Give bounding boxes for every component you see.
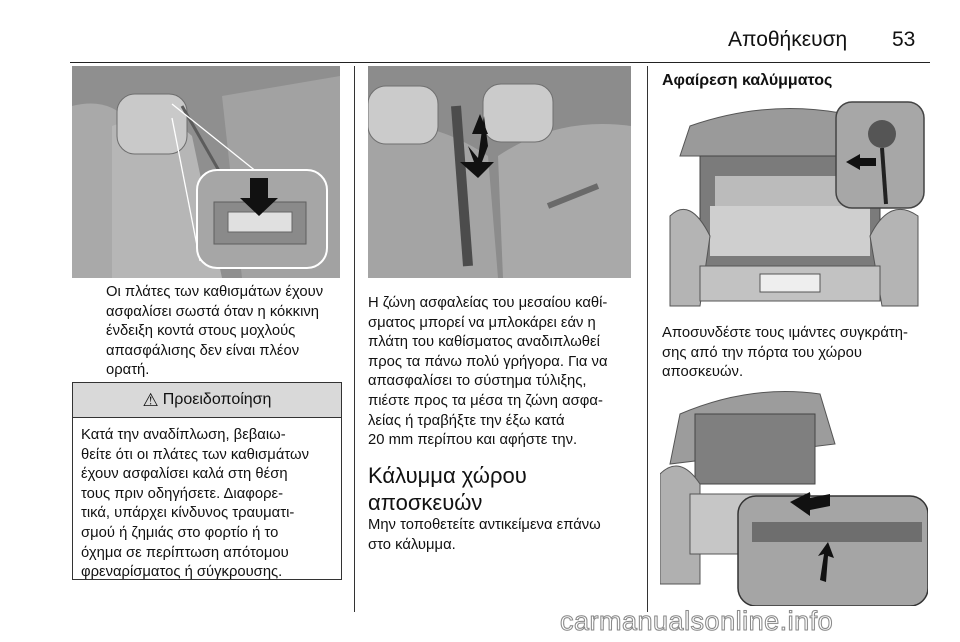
seat-lock-caption: Οι πλάτες των καθισμάτων έχουν ασφαλίσει σωστά όταν η κόκκινη ένδειξη κοντά στους μοχλούς απασφάλισης δεν είναι πλέον ορατή. bbox=[106, 284, 324, 379]
luggage-cover-paragraph: Μην τοποθετείτε αντικείμενα επάνω στο κάλυμμα. bbox=[368, 517, 601, 553]
remove-cover-paragraph: Αποσυνδέστε τους ιμάντες συγκράτη- σης από την πόρτα του χώρου αποσκευών. bbox=[662, 325, 908, 381]
cover-strap-illustration bbox=[660, 384, 928, 606]
column-divider-2 bbox=[647, 66, 648, 612]
car-rear-illustration bbox=[660, 96, 928, 314]
column-divider-1 bbox=[354, 66, 355, 612]
section-heading-luggage-cover: Κάλυμμα χώρου αποσκευών bbox=[368, 463, 527, 515]
page-header-title: Αποθήκευση bbox=[728, 28, 848, 51]
page-number: 53 bbox=[892, 28, 916, 51]
warning-triangle-icon: ⚠ bbox=[142, 389, 159, 410]
warning-box bbox=[72, 382, 342, 580]
remove-cover-heading: Αφαίρεση καλύμματος bbox=[662, 72, 833, 89]
seat-belt-paragraph: Η ζώνη ασφαλείας του μεσαίου καθί- σματος μπορεί να μπλοκάρει εάν η πλάτη του καθίσματος αναδιπλωθεί προς τα πάνω πολύ γρήγορα. Για να απασφαλίσει το σύστημα τύλιξης, πιέστε προς τα μέσα τη ζώνη ασφα- λείας ή τραβήξτε την έξω κατά 20 mm περίπου και αφήστε την. bbox=[368, 295, 608, 449]
seat-belt-illustration bbox=[368, 66, 631, 278]
watermark: carmanualsonline.info bbox=[560, 606, 834, 636]
warning-text: Κατά την αναδίπλωση, βεβαιω- θείτε ότι οι πλάτες των καθισμάτων έχουν ασφαλίσει καλά στη θέση τους πριν οδηγήσετε. Διαφορε- τικά, υπάρχει κίνδυνος τραυματι- σμού ή ζημιάς στο φορτίο ή το όχημα σε περίπτωση απότομου φρεναρίσματος ή σύγκρουσης. bbox=[81, 427, 309, 581]
warning-header bbox=[73, 383, 341, 418]
seat-lock-illustration bbox=[72, 66, 340, 278]
warning-title: Προειδοποίηση bbox=[162, 391, 272, 408]
header-divider bbox=[70, 62, 930, 63]
